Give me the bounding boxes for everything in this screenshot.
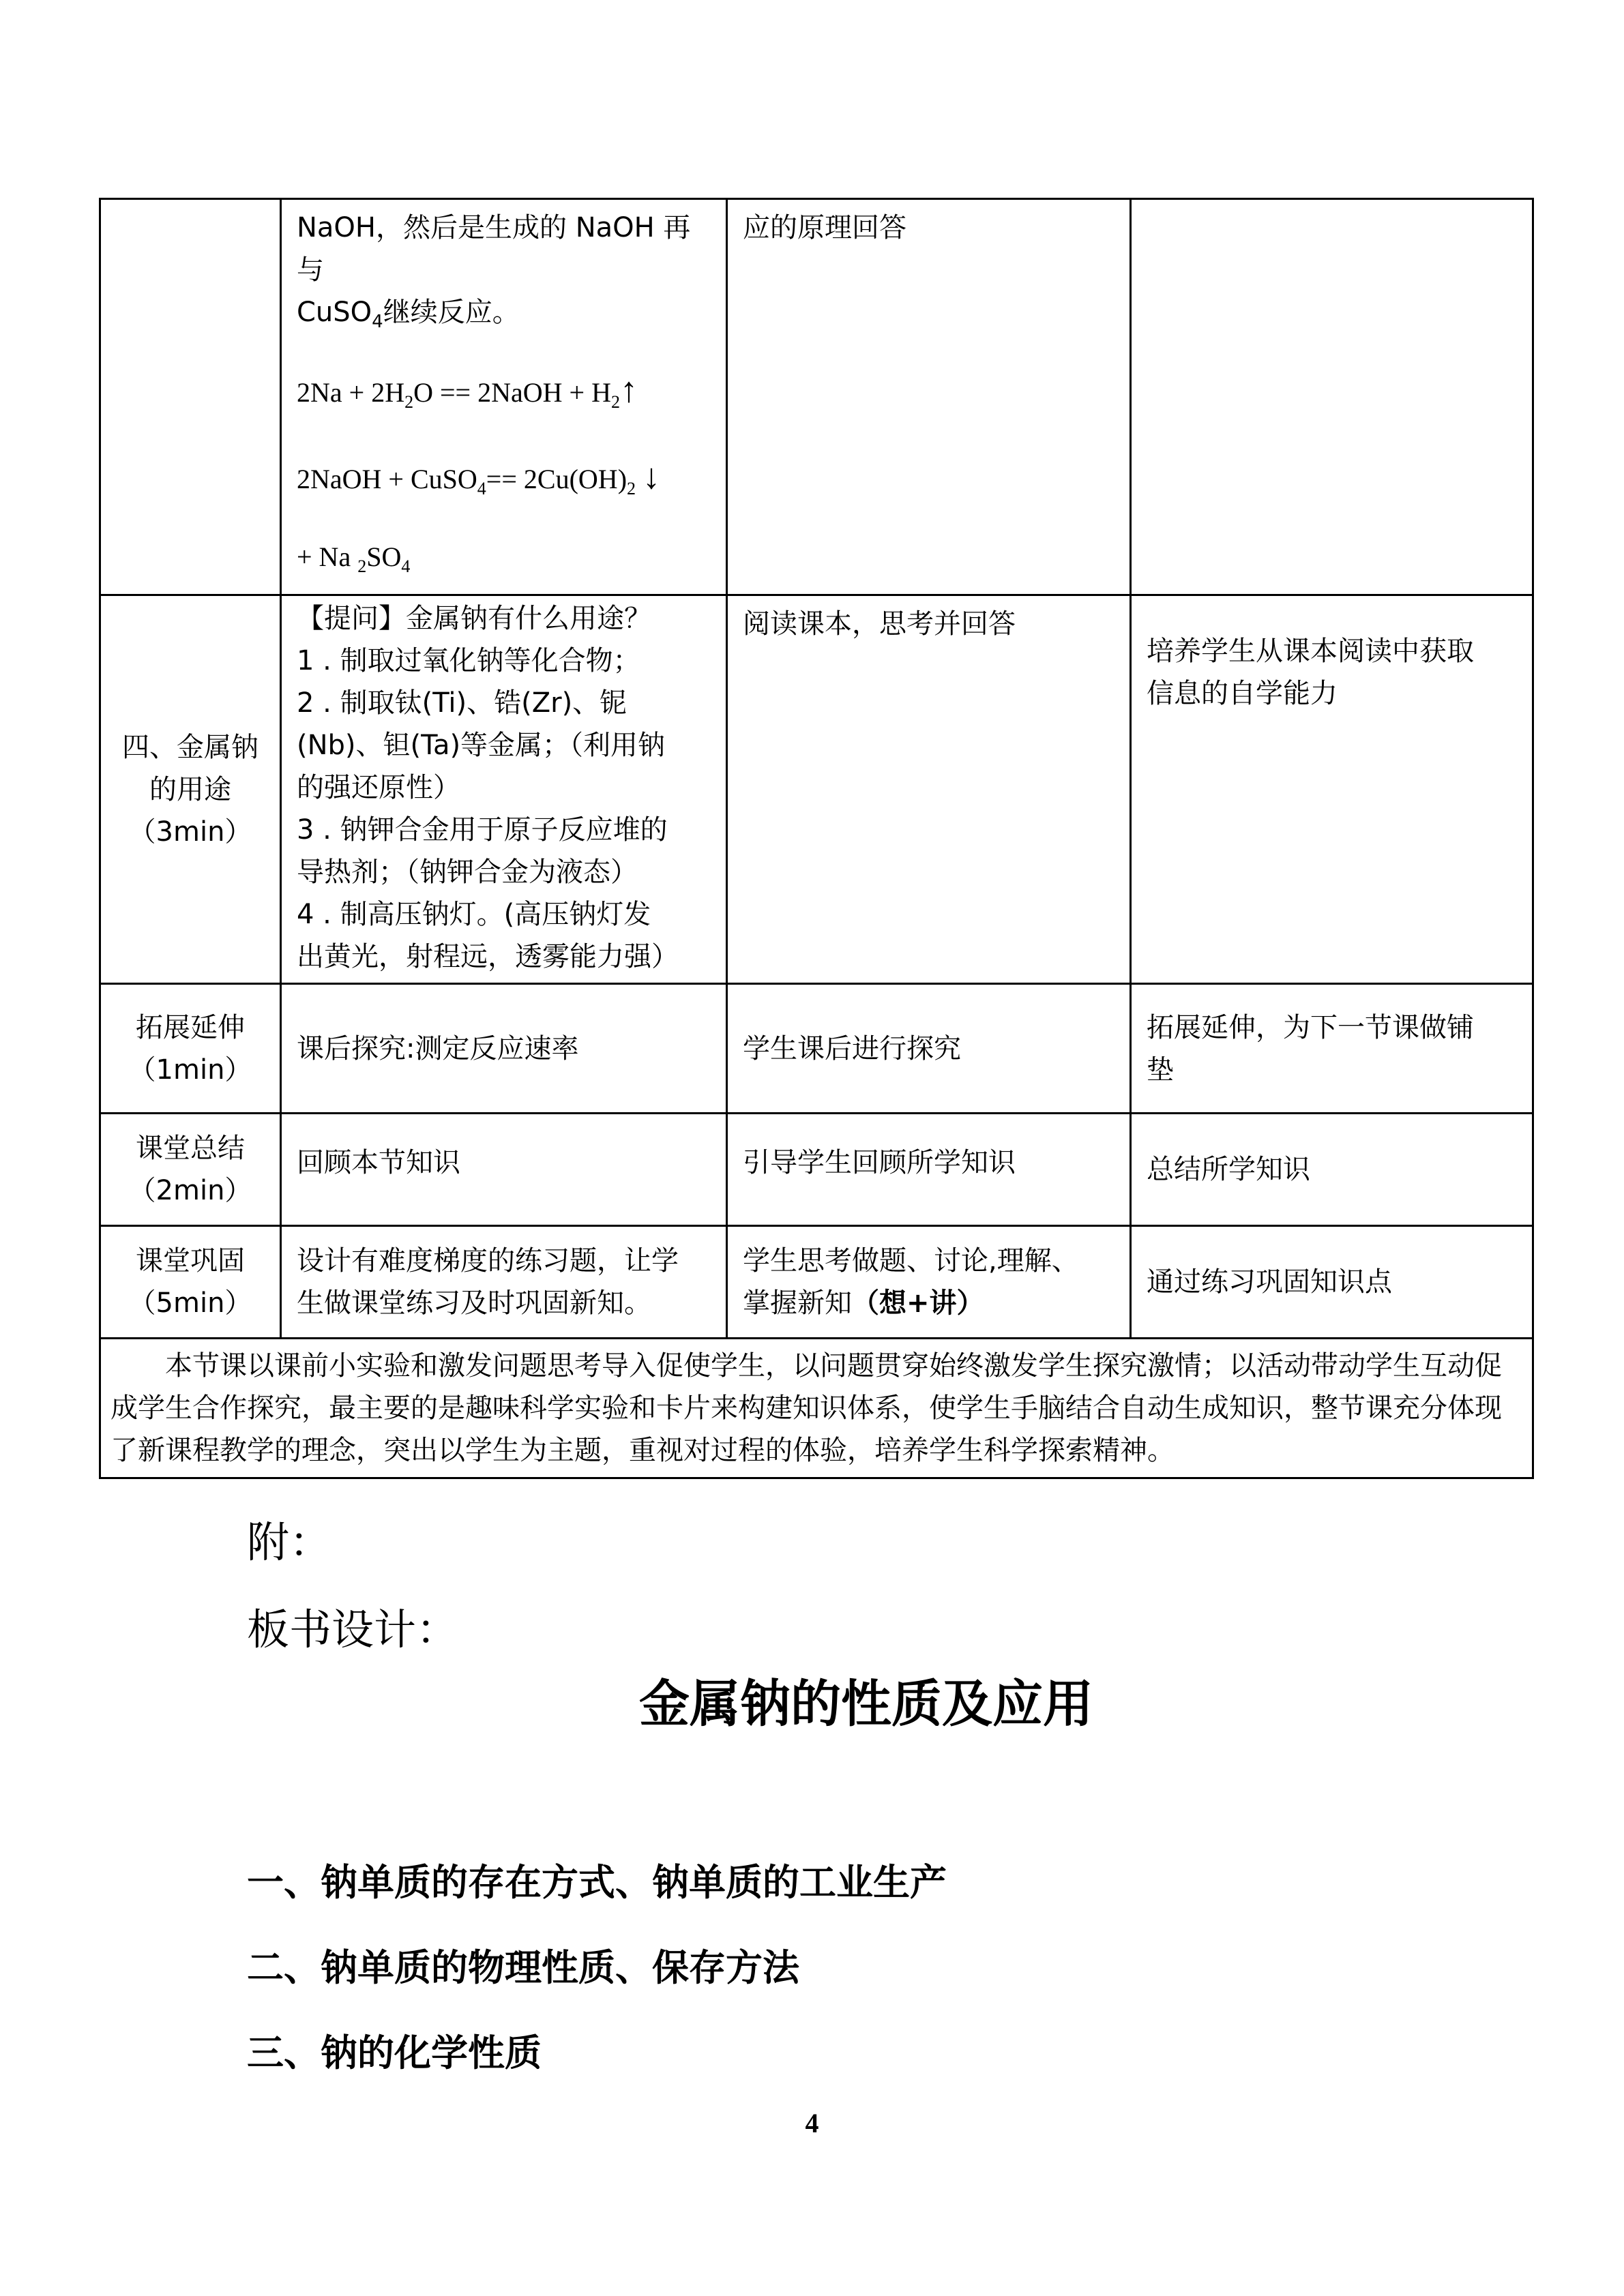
intent-cell: 拓展延伸，为下一节课做铺 垫 (1131, 984, 1533, 1114)
intent-cell: 通过练习巩固知识点 (1131, 1226, 1533, 1339)
lesson-summary: 本节课以课前小实验和激发问题思考导入促使学生，以问题贯穿始终激发学生探究激情；以活动带动学生互动促成学生合作探究，最主要的是趣味科学实验和卡片来构建知识体系，使学生手脑结合自动生成知识，整节课充分体现了新课程教学的理念，突出以学生为主题，重视对过程的体验，培养学生科学探索精神。 (100, 1339, 1533, 1478)
stage-cell: 课堂巩固 （5min） (100, 1226, 281, 1339)
content-line: NaOH，然后是生成的 NaOH 再与 (297, 212, 691, 286)
table-row (100, 1226, 1533, 1339)
table-row (100, 199, 1533, 595)
table-row (100, 984, 1533, 1114)
content-line: CuSO$_4$继续反应。 (297, 297, 520, 332)
gas-arrow-icon: ↑ (619, 371, 638, 410)
student-cell: 学生思考做题、讨论,理解、 掌握新知（想+讲） (727, 1226, 1131, 1339)
equation-2: 2NaOH + CuSO$_4$== $2Cu(OH)_2$ ↓ (297, 458, 661, 498)
board-section-1: 一、钠单质的存在方式、钠单质的工业生产 (247, 1861, 947, 1904)
table-row (100, 595, 1533, 984)
board-section-3: 三、钠的化学性质 (247, 2031, 542, 2074)
content-cell: 【提问】金属钠有什么用途？ 1 . 制取过氧化钠等化合物； 2 . 制取钛(Ti)、锆(Zr)、铌 (Nb)、钽(Ta)等金属；（利用钠 的强还原性） 3 . 钠钾合金用于原子反应堆的 导热剂；（钠钾合金为液态） 4 . 制高压钠灯。(高压钠灯发 出黄光，射程远，透雾能力强） (281, 595, 727, 984)
lesson-plan-table (99, 198, 1534, 1479)
student-cell: 引导学生回顾所学知识 (727, 1114, 1131, 1226)
appendix-label: 附： (247, 1517, 332, 1567)
stage-cell: 课堂总结 （2min） (100, 1114, 281, 1226)
stage-cell: 四、金属钠 的用途 （3min） (100, 595, 281, 984)
precipitate-arrow-icon: ↓ (643, 458, 661, 496)
stage-cell: 拓展延伸 （1min） (100, 984, 281, 1114)
table-row (100, 1114, 1533, 1226)
page-number: 4 (805, 2108, 819, 2138)
equation-3: + Na $_2SO_4$ (297, 541, 411, 576)
content-cell: 设计有难度梯度的练习题，让学 生做课堂练习及时巩固新知。 (281, 1226, 727, 1339)
equation-1: $2Na + 2H_2O$ == 2NaOH + $H_2↑$ (297, 371, 638, 412)
intent-cell: 培养学生从课本阅读中获取 信息的自学能力 (1131, 595, 1533, 984)
board-section-2: 二、钠单质的物理性质、保存方法 (247, 1946, 799, 1989)
board-design-label: 板书设计： (247, 1605, 459, 1654)
table-row (100, 1339, 1533, 1478)
student-cell: 阅读课本，思考并回答 (727, 595, 1131, 984)
student-cell: 应的原理回答 (727, 199, 1131, 595)
stage-cell (100, 199, 281, 595)
content-cell (281, 199, 727, 595)
intent-cell: 总结所学知识 (1131, 1114, 1533, 1226)
content-cell: 回顾本节知识 (281, 1114, 727, 1226)
student-cell: 学生课后进行探究 (727, 984, 1131, 1114)
board-title: 金属钠的性质及应用 (639, 1675, 1093, 1733)
content-cell: 课后探究:测定反应速率 (281, 984, 727, 1114)
intent-cell (1131, 199, 1533, 595)
